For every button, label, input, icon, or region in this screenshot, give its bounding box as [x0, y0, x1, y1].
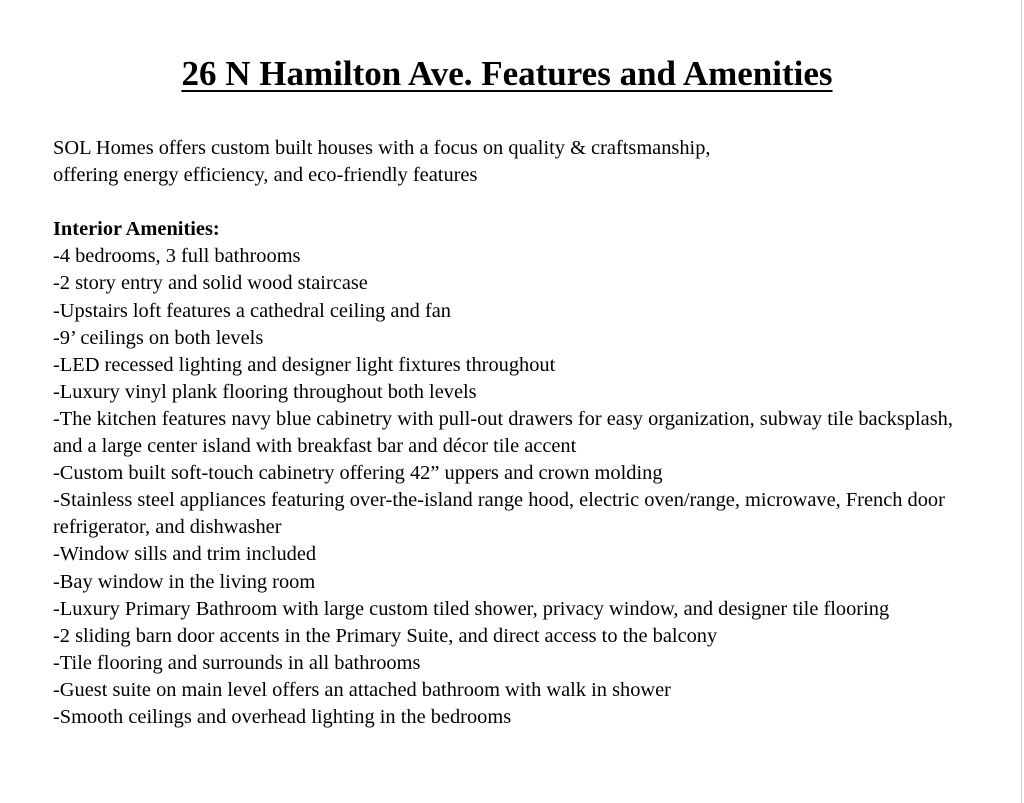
intro-line-1: SOL Homes offers custom built houses with a focus on quality & craftsmanship,	[53, 137, 711, 159]
feature-item: -The kitchen features navy blue cabinetry with pull-out drawers for easy organization, subway tile backsplash, and a large center island with breakfast bar and décor tile accent	[53, 407, 953, 458]
feature-item: -Luxury Primary Bathroom with large custom tiled shower, privacy window, and designer tile flooring	[53, 597, 890, 620]
feature-item: -Tile flooring and surrounds in all bathrooms	[53, 651, 421, 674]
document-title: 26 N Hamilton Ave. Features and Amenities	[181, 54, 833, 93]
feature-item: -2 story entry and solid wood staircase	[53, 272, 368, 295]
intro-paragraph	[53, 135, 973, 189]
feature-item: -2 sliding barn door accents in the Primary Suite, and direct access to the balcony	[53, 624, 718, 647]
section-heading-interior-amenities: Interior Amenities:	[53, 218, 220, 241]
feature-item: -Luxury vinyl plank flooring throughout both levels	[53, 380, 477, 403]
feature-item: -Upstairs loft features a cathedral ceiling and fan	[53, 299, 452, 322]
feature-item: -Custom built soft-touch cabinetry offering 42” uppers and crown molding	[53, 462, 663, 485]
document-body	[53, 135, 973, 731]
intro-line-2: offering energy efficiency, and eco-friendly features	[53, 164, 478, 187]
feature-item: -Guest suite on main level offers an attached bathroom with walk in shower	[53, 678, 671, 701]
features-list	[53, 243, 973, 731]
feature-item: -9’ ceilings on both levels	[53, 326, 264, 349]
feature-item: -Bay window in the living room	[53, 570, 316, 593]
feature-item: -LED recessed lighting and designer light fixtures throughout	[53, 353, 556, 376]
feature-item: -4 bedrooms, 3 full bathrooms	[53, 245, 301, 268]
feature-item: -Stainless steel appliances featuring over-the-island range hood, electric oven/range, microwave, French door refrigerator, and dishwasher	[53, 489, 945, 539]
page-edge-divider	[1021, 0, 1022, 803]
feature-item: -Smooth ceilings and overhead lighting in the bedrooms	[53, 705, 512, 728]
feature-item: -Window sills and trim included	[53, 543, 317, 566]
